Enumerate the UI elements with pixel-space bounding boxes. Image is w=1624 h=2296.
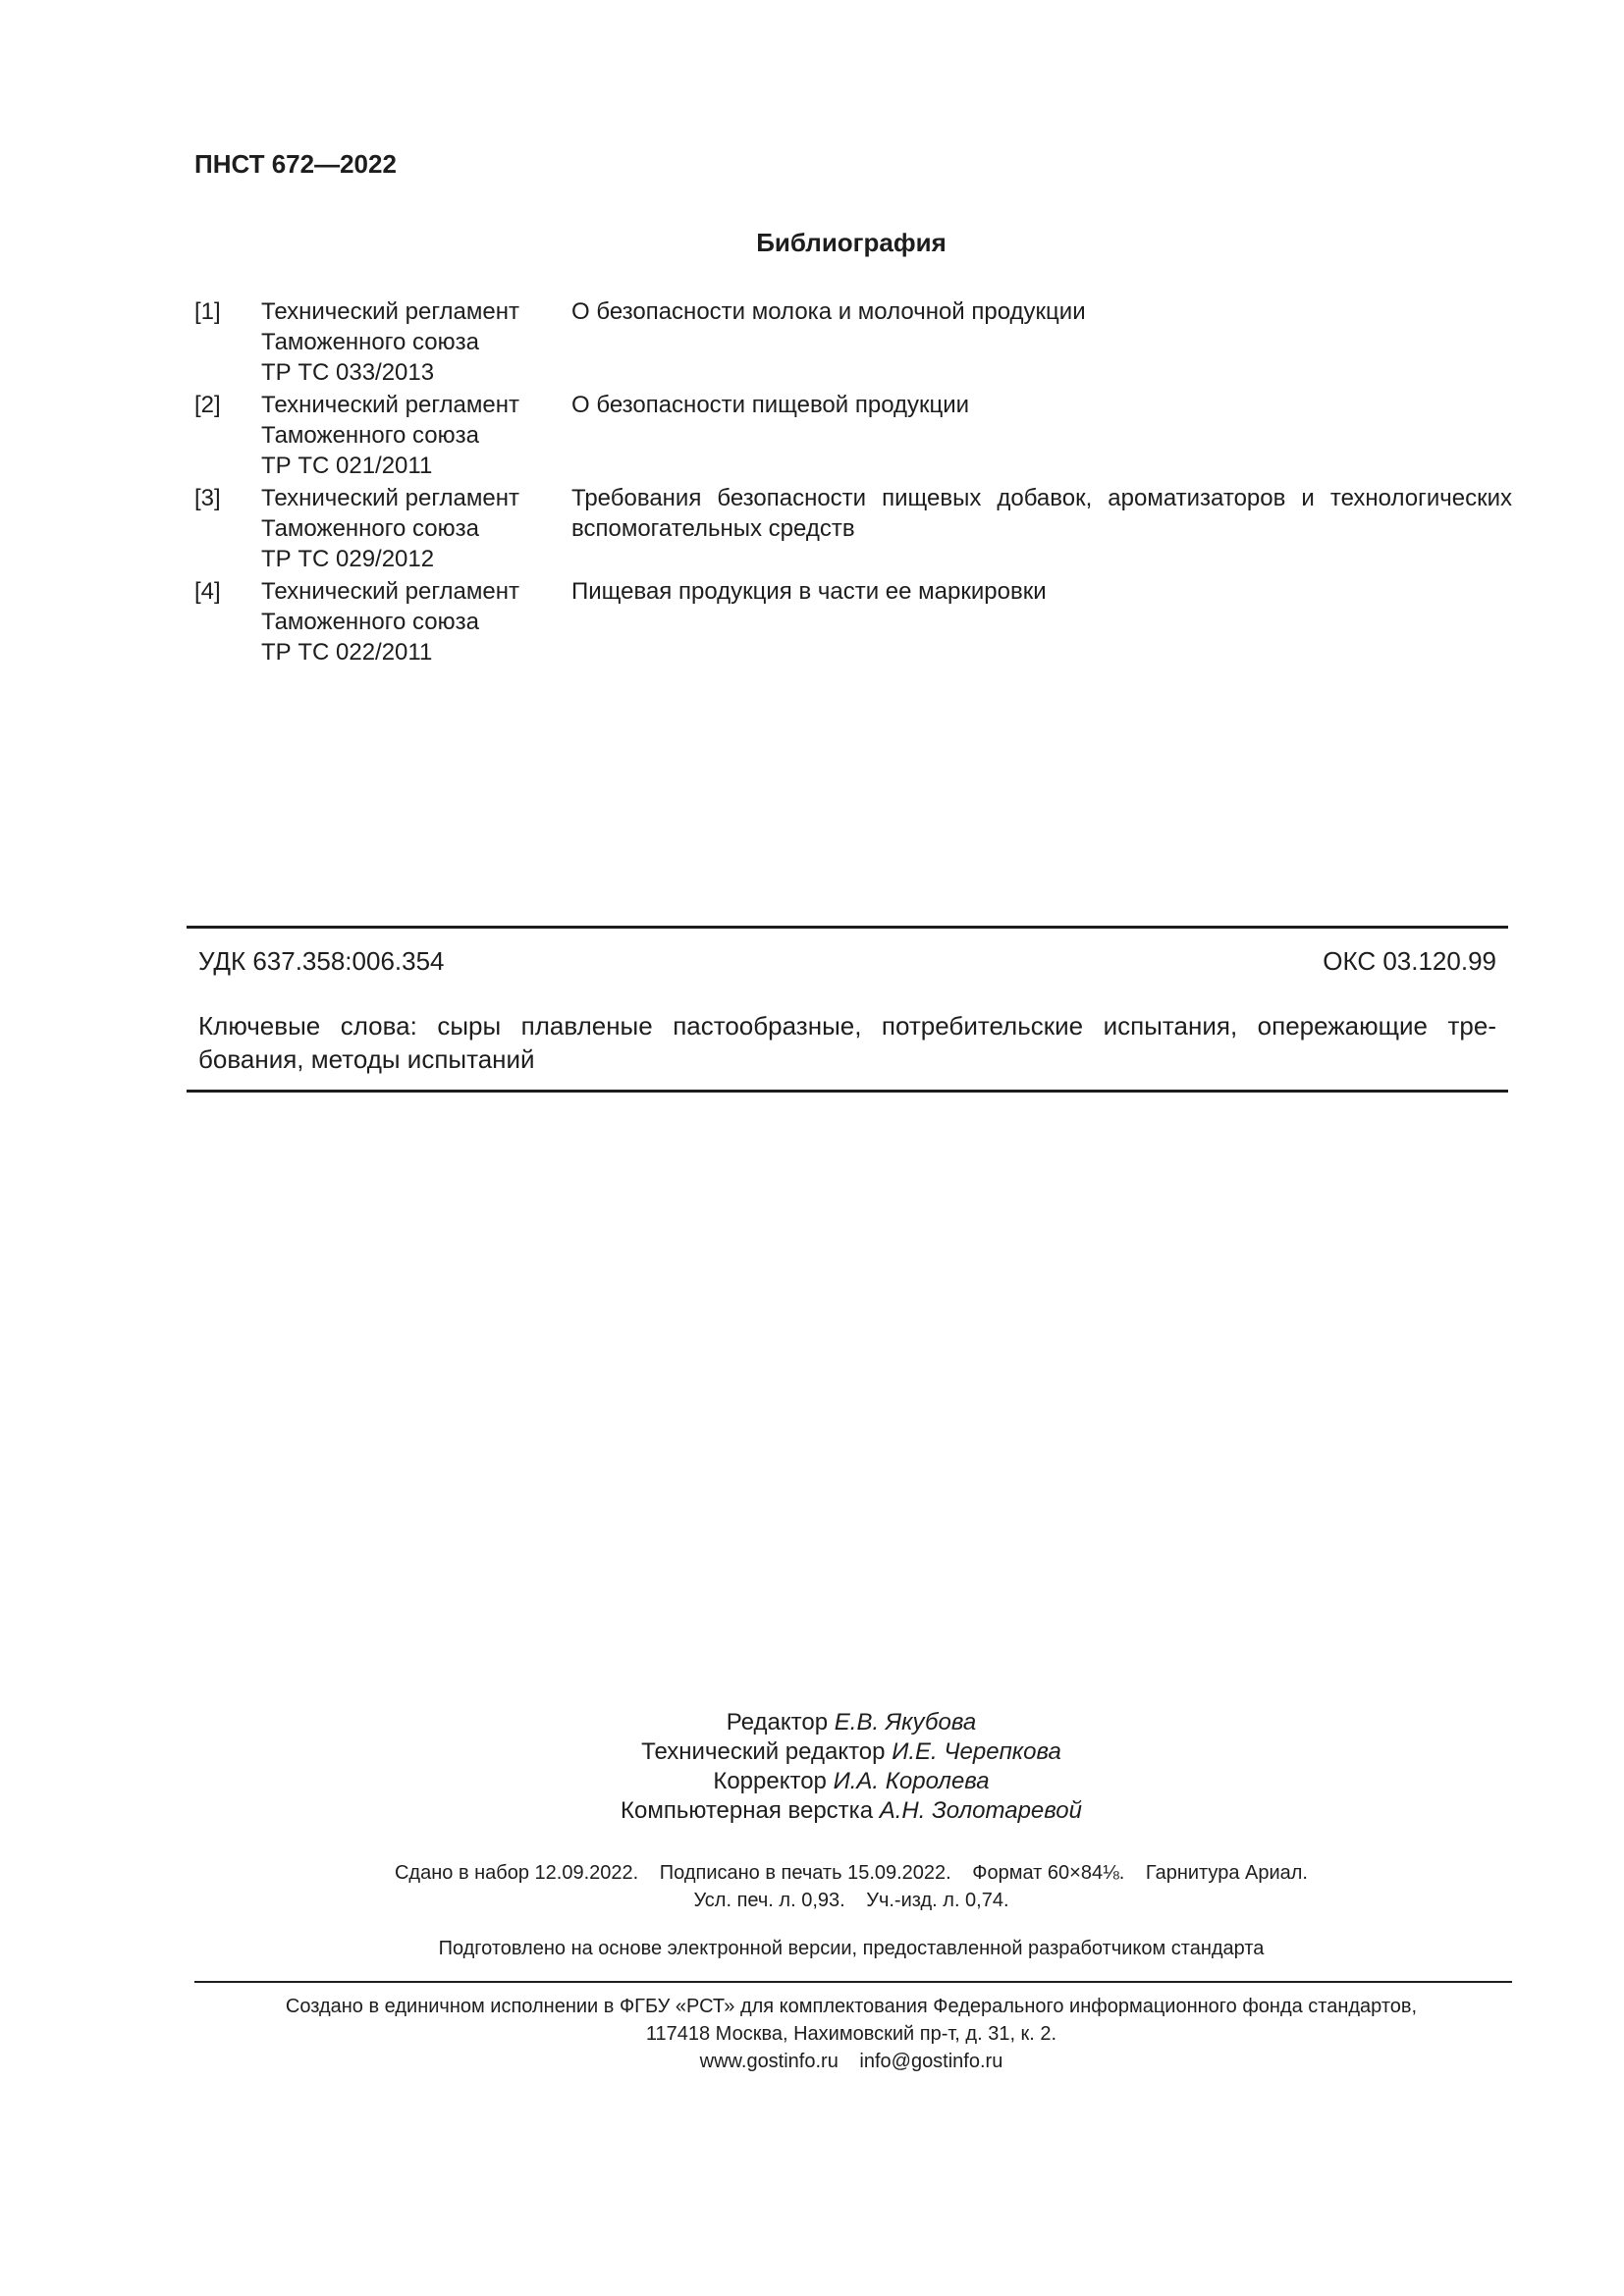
footer-line: Создано в единичном исполнении в ФГБУ «РСТ» для комплектования Федерального информационного фонда стандартов, [285, 1996, 1418, 2017]
credit-name: И.Е. Черепкова [892, 1738, 1061, 1765]
credit-role: Корректор [713, 1768, 827, 1794]
bibliography-item-number: [4] [194, 578, 221, 605]
bibliography-item-number: [1] [194, 298, 221, 325]
credit-name: А.Н. Золотаревой [879, 1797, 1082, 1824]
title-line: Требования безопасности пищевых добавок, ароматизаторов и технологических [571, 485, 1512, 511]
bibliography-item-number: [2] [194, 392, 221, 418]
bibliography-list [194, 296, 1512, 669]
credit-line [0, 1796, 1624, 1826]
divider [187, 1090, 1508, 1093]
keywords-line: Ключевые слова: сыры плавленые пастообразные, потребительские испытания, опережающие тре- [198, 1011, 1496, 1041]
bibliography-item-number: [3] [194, 485, 221, 511]
bibliography-item-title [571, 483, 1512, 574]
bibliography-item-document [261, 483, 571, 574]
signed-date: Подписано в печать 15.09.2022. [659, 1862, 951, 1884]
title-line: Пищевая продукция в части ее маркировки [571, 578, 1047, 605]
credit-name: И.А. Королева [833, 1768, 990, 1794]
credit-role: Технический редактор [641, 1738, 886, 1765]
credit-name: Е.В. Якубова [834, 1709, 977, 1735]
print-sheets: Усл. печ. л. 0,93. [693, 1890, 845, 1911]
bibliography-item-title [571, 390, 1512, 481]
credit-role: Компьютерная верстка [621, 1797, 874, 1824]
typeface: Гарнитура Ариал. [1145, 1862, 1308, 1884]
keywords-line: бования, методы испытаний [198, 1044, 535, 1074]
document-line: ТР ТС 022/2011 [261, 639, 433, 666]
bibliography-item-title [571, 296, 1512, 388]
document-line: ТР ТС 033/2013 [261, 359, 435, 386]
print-info [0, 1859, 1624, 1914]
document-line: ТР ТС 029/2012 [261, 546, 435, 572]
divider [187, 926, 1508, 929]
email-link[interactable]: info@gostinfo.ru [859, 2051, 1003, 2072]
document-line: Таможенного союза [261, 515, 479, 542]
title-line: О безопасности пищевой продукции [571, 392, 970, 418]
document-line: Таможенного союза [261, 329, 479, 355]
footer [0, 1993, 1624, 2075]
bibliography-item [194, 483, 1512, 574]
document-line: Таможенного союза [261, 422, 479, 449]
credit-role: Редактор [726, 1709, 829, 1735]
bibliography-item-document [261, 576, 571, 667]
document-line: Технический регламент [261, 578, 519, 605]
document-line: Технический регламент [261, 298, 519, 325]
bibliography-item [194, 576, 1512, 667]
prepared-note: Подготовлено на основе электронной версии, предоставленной разработчиком стандарта [438, 1938, 1265, 1959]
credit-line [0, 1708, 1624, 1737]
title-line: О безопасности молока и молочной продукции [571, 298, 1086, 325]
bibliography-item-document [261, 390, 571, 481]
bibliography-item-title [571, 576, 1512, 667]
bibliography-item [194, 296, 1512, 388]
footer-contacts [0, 2048, 1624, 2075]
bibliography-heading: Библиография [756, 228, 947, 257]
document-line: Технический регламент [261, 392, 519, 418]
website-link[interactable]: www.gostinfo.ru [699, 2051, 839, 2072]
divider [194, 1981, 1512, 1983]
bibliography-item [194, 390, 1512, 481]
credit-line [0, 1767, 1624, 1796]
title-line: вспомогательных средств [571, 515, 855, 542]
publication-sheets: Уч.-изд. л. 0,74. [866, 1890, 1009, 1911]
paper-format: Формат 60×84⅛. [972, 1862, 1125, 1884]
udk-code: УДК 637.358:006.354 [198, 946, 445, 976]
keywords [198, 1009, 1496, 1076]
bibliography-item-document [261, 296, 571, 388]
print-info-line [0, 1887, 1624, 1914]
print-info-line [0, 1859, 1624, 1887]
document-line: ТР ТС 021/2011 [261, 453, 433, 479]
footer-address: 117418 Москва, Нахимовский пр-т, д. 31, к. 2. [645, 2023, 1057, 2045]
document-line: Технический регламент [261, 485, 519, 511]
document-line: Таможенного союза [261, 609, 479, 635]
credits [0, 1708, 1624, 1826]
doc-code: ПНСТ 672—2022 [194, 149, 397, 179]
classification-codes [198, 946, 1496, 977]
credit-line [0, 1737, 1624, 1767]
typeset-date: Сдано в набор 12.09.2022. [394, 1862, 639, 1884]
oks-code: ОКС 03.120.99 [1323, 946, 1496, 976]
